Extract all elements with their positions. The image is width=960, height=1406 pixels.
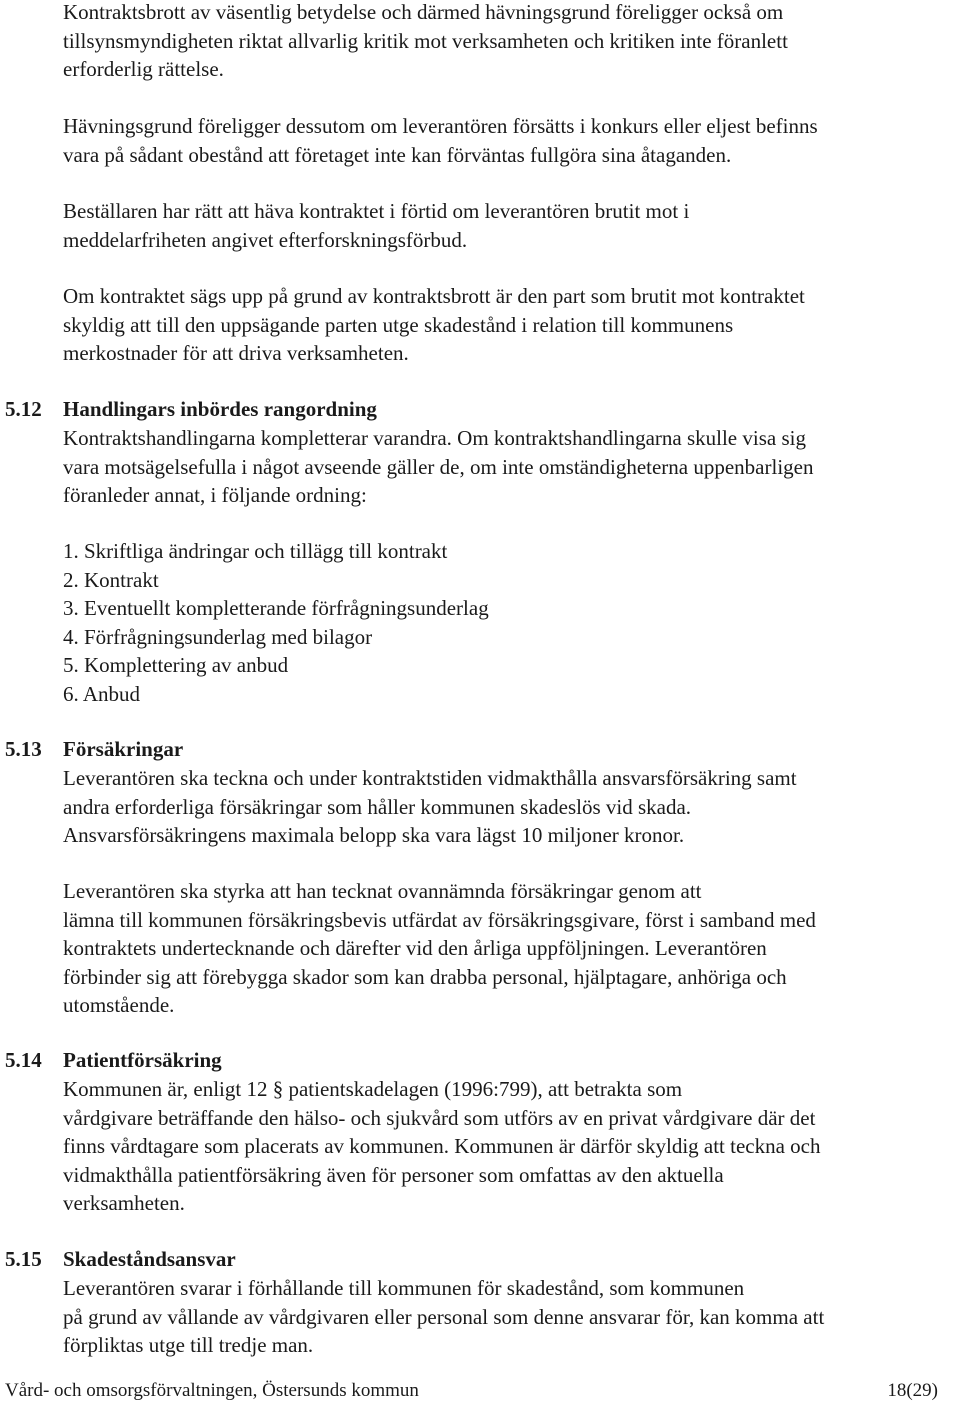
section-title: Handlingars inbördes rangordning: [63, 397, 377, 421]
text-line: Kommunen är, enligt 12 § patientskadelagen (1996:799), att betrakta som: [63, 1077, 683, 1101]
text-line: andra erforderliga försäkringar som håller kommunen skadeslös vid skada.: [63, 794, 692, 819]
text-line: skyldig att till den uppsägande parten utge skadestånd i relation till kommunens: [63, 312, 734, 337]
text-line: Kontraktshandlingarna kompletterar varandra. Om kontraktshandlingarna skulle visa sig: [63, 426, 806, 450]
text-line: merkostnader för att driva verksamheten.: [63, 341, 409, 365]
paragraph-termination-criticism: [63, 0, 955, 84]
list-item: 4. Förfrågningsunderlag med bilagor: [63, 624, 373, 649]
text-line: Ansvarsförsäkringens maximala belopp ska vara lägst 10 miljoner kronor.: [63, 823, 685, 847]
section-body-5-15: [63, 1274, 955, 1360]
section-body-5-13: [63, 764, 955, 850]
section-heading-5-15: [5, 1245, 236, 1274]
text-line: finns vårdtagare som placerats av kommunen. Kommunen är därför skyldig att teckna och: [63, 1134, 821, 1158]
section-number: 5.13: [5, 737, 42, 761]
text-line: Leverantören ska teckna och under kontraktstiden vidmakthålla ansvarsförsäkring samt: [63, 766, 797, 790]
text-line: Beställaren har rätt att häva kontraktet i förtid om leverantören brutit mot i: [63, 199, 690, 223]
text-line: erforderlig rättelse.: [63, 57, 224, 81]
text-line: Hävningsgrund föreligger dessutom om leverantören försätts i konkurs eller eljest befinns: [63, 114, 818, 138]
list-item: 1. Skriftliga ändringar och tillägg till kontrakt: [63, 539, 448, 563]
text-line: vara motsägelsefulla i något avseende gäller de, om inte omständigheterna uppenbarligen: [63, 454, 814, 479]
section-heading-5-14: [5, 1046, 222, 1075]
section-heading-5-13: [5, 735, 183, 764]
text-line: vårdgivare beträffande den hälso- och sjukvård som utförs av en privat vårdgivare där det: [63, 1105, 816, 1130]
text-line: Kontraktsbrott av väsentlig betydelse och därmed hävningsgrund föreligger också om: [63, 0, 784, 24]
list-item: 3. Eventuellt kompletterande förfrågningsunderlag: [63, 596, 489, 620]
text-line: meddelarfriheten angivet efterforskningsförbud.: [63, 227, 468, 252]
section-title: Patientförsäkring: [63, 1048, 222, 1072]
text-line: vara på sådant obestånd att företaget inte kan förväntas fullgöra sina åtaganden.: [63, 142, 732, 167]
text-line: kontraktets undertecknande och därefter vid den årliga uppföljningen. Leverantören: [63, 936, 767, 960]
text-line: vidmakthålla patientförsäkring även för personer som omfattas av den aktuella: [63, 1162, 724, 1187]
section-title: Skadeståndsansvar: [63, 1247, 236, 1271]
paragraph-damages: [63, 282, 955, 368]
text-line: verksamheten.: [63, 1191, 185, 1215]
section-number: 5.12: [5, 397, 42, 421]
section-number: 5.14: [5, 1048, 42, 1072]
text-line: Leverantören svarar i förhållande till kommunen för skadestånd, som kommunen: [63, 1276, 745, 1300]
paragraph-bankruptcy: [63, 112, 955, 169]
section-body-5-13-insurance-proof: [63, 877, 955, 1020]
page-number: 18(29): [887, 1380, 938, 1401]
text-line: utomstående.: [63, 993, 175, 1017]
section-body-5-12: [63, 424, 955, 510]
paragraph-early-termination: [63, 197, 955, 254]
text-line: tillsynsmyndigheten riktat allvarlig kritik mot verksamheten och kritiken inte föranlett: [63, 28, 788, 53]
section-heading-5-12: [5, 395, 377, 424]
text-line: föranleder annat, i följande ordning:: [63, 483, 367, 507]
section-number: 5.15: [5, 1247, 42, 1271]
page-footer: [5, 1378, 938, 1404]
text-line: Om kontraktet sägs upp på grund av kontraktsbrott är den part som brutit mot kontraktet: [63, 284, 805, 308]
list-item: 5. Komplettering av anbud: [63, 653, 289, 677]
list-item: 2. Kontrakt: [63, 567, 159, 592]
section-title: Försäkringar: [63, 737, 184, 761]
section-body-5-14: [63, 1075, 955, 1218]
text-line: lämna till kommunen försäkringsbevis utfärdat av försäkringsgivare, först i samband med: [63, 907, 816, 932]
document-order-list: [63, 537, 663, 708]
list-item: 6. Anbud: [63, 681, 141, 706]
text-line: förpliktas utge till tredje man.: [63, 1333, 314, 1357]
text-line: på grund av vållande av vårdgivaren eller personal som denne ansvarar för, kan komma att: [63, 1304, 825, 1329]
footer-organization: Vård- och omsorgsförvaltningen, Östersunds kommun: [5, 1380, 419, 1401]
text-line: förbinder sig att förebygga skador som kan drabba personal, hjälptagare, anhöriga och: [63, 964, 787, 989]
text-line: Leverantören ska styrka att han tecknat ovannämnda försäkringar genom att: [63, 879, 702, 903]
